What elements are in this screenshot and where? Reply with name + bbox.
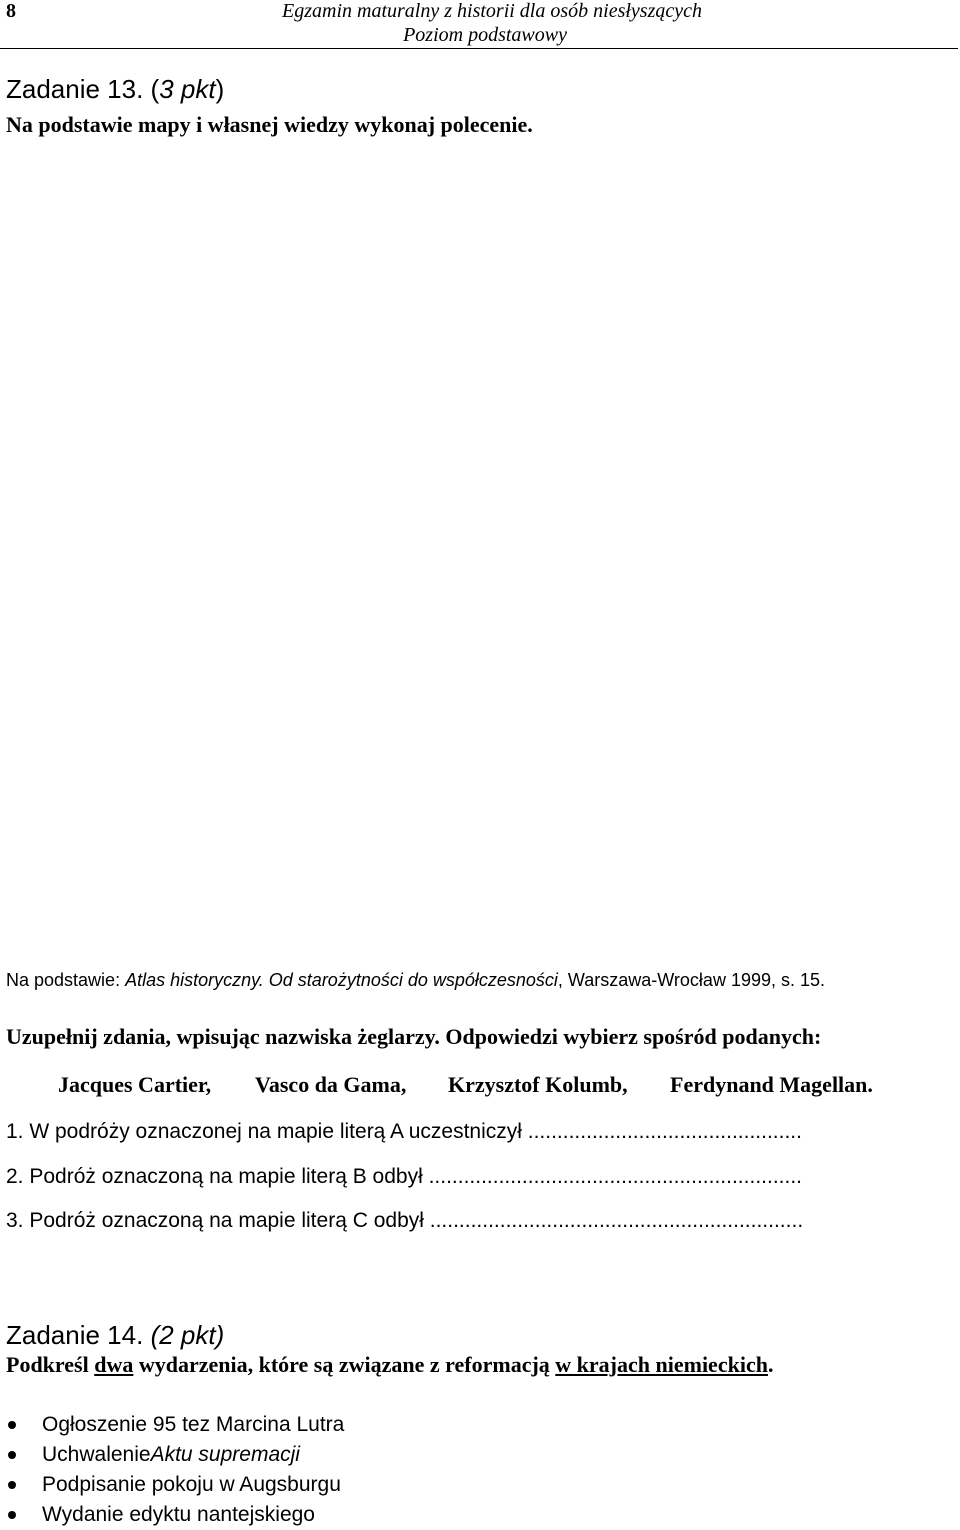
source-prefix: Na podstawie: [6,970,126,990]
event-item[interactable] [6,1500,344,1530]
instr-part-2: wydarzenia, które są związane z reformacją [133,1352,556,1377]
source-title: Atlas historyczny. Od starożytności do współczesności [125,970,558,990]
event-text: Wydanie edyktu nantejskiego [42,1503,315,1526]
event-text: Podpisanie pokoju w Augsburgu [42,1473,341,1496]
bullet-icon [8,1451,16,1459]
task13-title-suffix: ) [215,74,225,104]
instr-part-1: Podkreśl [6,1352,95,1377]
question-1-answer-line[interactable]: 1. W podróży oznaczonej na mapie literą A uczestniczył ............................................... [6,1120,802,1143]
option-cartier: Jacques Cartier, [58,1072,212,1097]
task13-title-prefix: Zadanie 13. ( [6,74,160,104]
event-text: Ogłoszenie 95 tez Marcina Lutra [42,1413,345,1436]
event-item[interactable] [6,1440,344,1470]
instr-underline-2: w krajach niemieckich [555,1352,768,1377]
task13-title [6,74,224,105]
event-list [6,1410,344,1530]
task14-title [6,1320,224,1351]
page-number: 8 [6,0,16,22]
instr-part-3: . [767,1352,774,1377]
task13-points: 3 pkt [159,74,216,104]
source-suffix: , Warszawa-Wrocław 1999, s. 15. [557,970,826,990]
bullet-icon [8,1481,16,1489]
task13-instruction: Uzupełnij zdania, wpisując nazwiska żeglarzy. Odpowiedzi wybierz spośród podanych: [6,1024,822,1049]
bullet-icon [8,1511,16,1519]
task14-points: (2 pkt) [150,1320,225,1350]
task14-instruction [6,1352,773,1378]
bullet-icon [8,1421,16,1429]
instr-underline-1: dwa [94,1352,134,1377]
exam-level: Poziom podstawowy [403,24,567,46]
option-da-gama: Vasco da Gama, [255,1072,407,1097]
question-2-answer-line[interactable]: 2. Podróż oznaczoną na mapie literą B odbył ................................................................ [6,1165,802,1188]
task14-title-prefix: Zadanie 14. [6,1320,151,1350]
event-item[interactable] [6,1410,344,1440]
answer-options [58,1072,873,1098]
question-3-answer-line[interactable]: 3. Podróż oznaczoną na mapie literą C odbył ................................................................ [6,1209,804,1232]
event-text: Uchwalenie [42,1443,151,1466]
event-text-italic: Aktu supremacji [150,1443,300,1466]
header-rule [0,48,958,49]
option-kolumb: Krzysztof Kolumb, [448,1072,628,1097]
task13-intro: Na podstawie mapy i własnej wiedzy wykonaj polecenie. [6,112,533,137]
map-source [6,970,825,991]
map-placeholder [6,145,954,960]
option-magellan: Ferdynand Magellan. [670,1072,873,1097]
event-item[interactable] [6,1470,344,1500]
exam-title: Egzamin maturalny z historii dla osób niesłyszących [282,0,702,22]
